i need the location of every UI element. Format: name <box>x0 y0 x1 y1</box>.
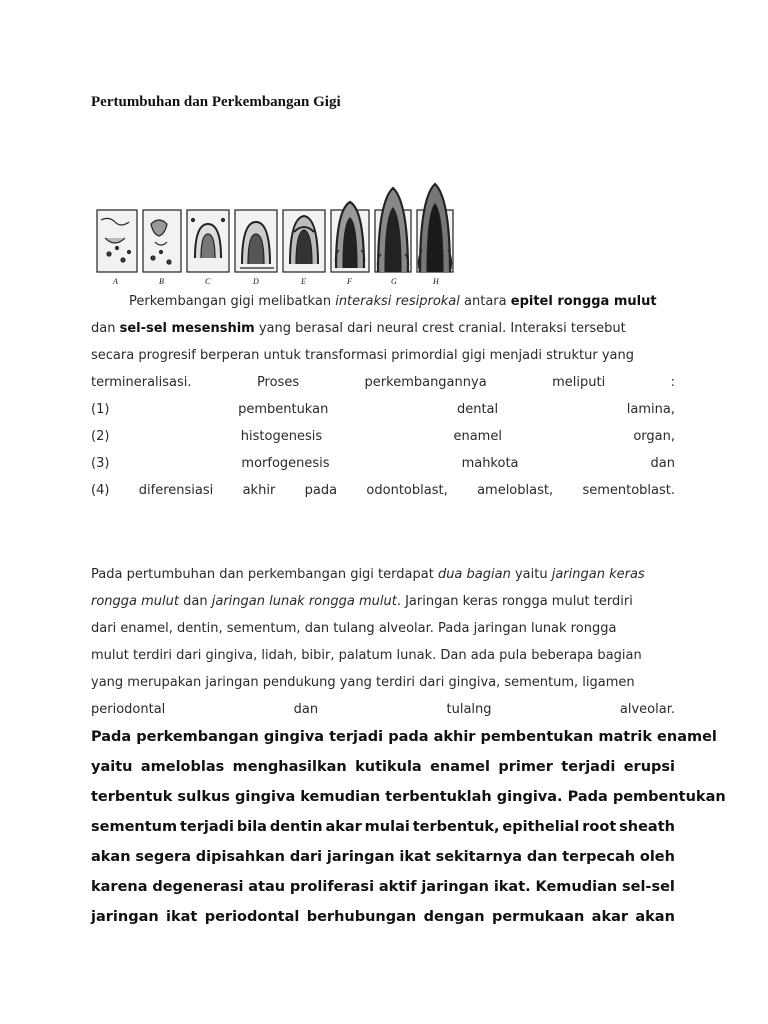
stage-e-drawing <box>283 210 325 272</box>
text-line: periodontal dan tulalng alveolar. <box>91 702 675 717</box>
stage-d-drawing <box>235 210 277 272</box>
stage-g-drawing <box>375 188 411 272</box>
text-line: akan segera dipisahkan dari jaringan ikat sekitarnya dan terpecah oleh <box>91 849 675 865</box>
text-line: sementum terjadi bila dentin akar mulai terbentuk, epithelial root sheath <box>91 819 675 835</box>
stage-label-g: G <box>391 277 397 286</box>
list-item: (3) morfogenesis mahkota dan <box>91 456 675 471</box>
text-line: rongga mulut dan jaringan lunak rongga mulut. Jaringan keras rongga mulut terdiri <box>91 594 633 609</box>
tooth-development-figure <box>95 180 455 288</box>
paragraph-development-process <box>91 288 675 504</box>
text-line: dan sel-sel mesenshim yang berasal dari neural crest cranial. Interaksi tersebut <box>91 321 626 336</box>
stage-b-drawing <box>143 210 181 272</box>
list-item: (4) diferensiasi akhir pada odontoblast, ameloblast, sementoblast. <box>91 483 675 498</box>
stage-a-drawing <box>97 210 137 272</box>
stage-label-e: E <box>301 277 306 286</box>
text-line: jaringan ikat periodontal berhubungan dengan permukaan akar akan <box>91 909 675 925</box>
text-line: Perkembangan gigi melibatkan interaksi resiprokal antara epitel rongga mulut <box>129 294 657 309</box>
stage-label-c: C <box>205 277 211 286</box>
stage-label-b: B <box>159 277 164 286</box>
text-line: yaitu ameloblas menghasilkan kutikula enamel primer terjadi erupsi <box>91 759 675 775</box>
list-item: (2) histogenesis enamel organ, <box>91 429 675 444</box>
stage-label-a: A <box>113 277 118 286</box>
text-line: karena degenerasi atau proliferasi aktif jaringan ikat. Kemudian sel-sel <box>91 879 675 895</box>
paragraph-gingiva-cementum <box>91 722 726 932</box>
text-line: Pada perkembangan gingiva terjadi pada akhir pembentukan matrik enamel <box>91 729 717 745</box>
document-title: Pertumbuhan dan Perkembangan Gigi <box>91 94 341 110</box>
text-line: secara progresif berperan untuk transformasi primordial gigi menjadi struktur yang <box>91 348 635 363</box>
text-line: yang merupakan jaringan pendukung yang terdiri dari gingiva, sementum, ligamen <box>91 675 635 690</box>
stage-label-d: D <box>253 277 259 286</box>
stage-label-h: H <box>433 277 439 286</box>
text-line: dari enamel, dentin, sementum, dan tulang alveolar. Pada jaringan lunak rongga <box>91 621 617 636</box>
stage-h-drawing <box>417 184 453 272</box>
list-item: (1) pembentukan dental lamina, <box>91 402 675 417</box>
stage-f-drawing <box>331 202 369 272</box>
text-line: mulut terdiri dari gingiva, lidah, bibir, palatum lunak. Dan ada pula beberapa bagian <box>91 648 642 663</box>
paragraph-tissues <box>91 561 675 723</box>
stage-label-f: F <box>347 277 352 286</box>
text-line: terbentuk sulkus gingiva kemudian terbentuklah gingiva. Pada pembentukan <box>91 789 726 805</box>
tooth-stages-illustration <box>95 180 455 288</box>
text-line: termineralisasi. Proses perkembangannya meliputi : <box>91 375 675 390</box>
stage-c-drawing <box>187 210 229 272</box>
text-line: Pada pertumbuhan dan perkembangan gigi terdapat dua bagian yaitu jaringan keras <box>91 567 645 582</box>
